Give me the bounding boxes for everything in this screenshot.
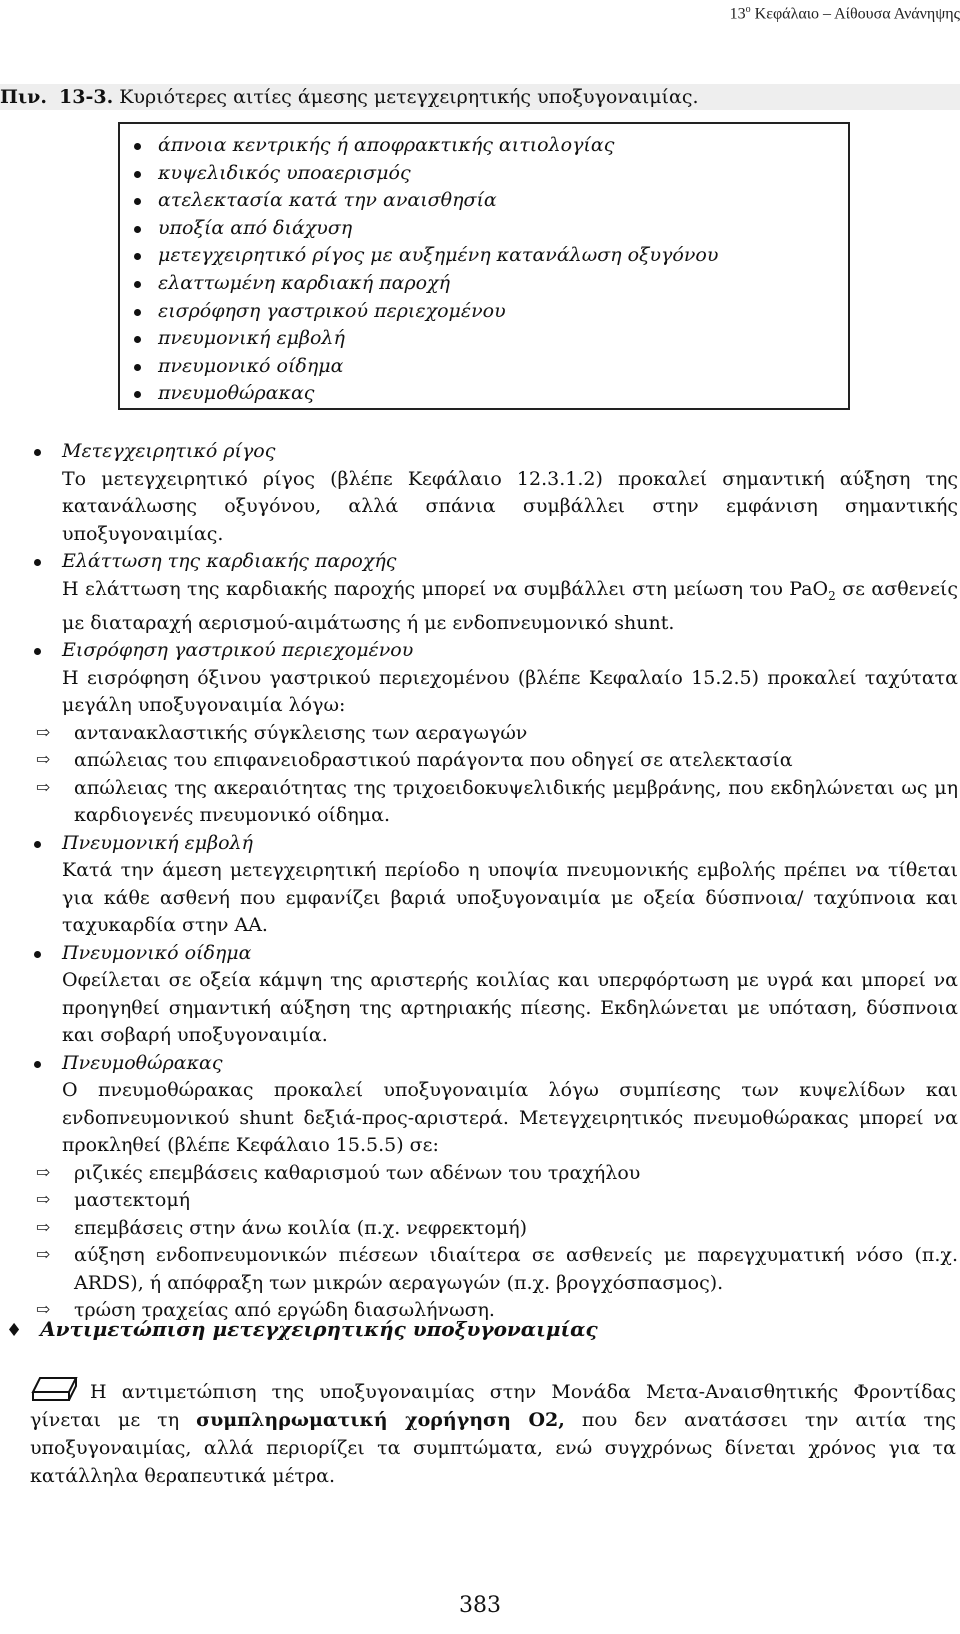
hollow-arrow-icon: ⇨ [36,722,51,743]
treatment-heading [6,1317,598,1341]
arrow-item [30,1160,958,1188]
pneumothorax-points [30,1160,958,1325]
section-rigos [30,438,958,548]
treatment-heading-text: Αντιμετώπιση μετεγχειρητικής υποξυγοναιμίας [40,1317,598,1341]
treatment-bold: συμπληρωματική χορήγηση Ο2, [196,1409,565,1431]
arrow-item [30,775,958,830]
bullet-icon [34,1061,41,1068]
arrow-item-text: επεμβάσεις στην άνω κοιλία (π.χ. νεφρεκτομή) [74,1216,527,1239]
hollow-arrow-icon: ⇨ [36,777,51,798]
table-number: 13-3. [59,86,114,108]
subscript: 2 [828,588,836,603]
section-aspiration [30,637,958,720]
section-text: Οφείλεται σε οξεία κάμψη της αριστερής κοιλίας και υπερφόρτωση με υγρά και μπορεί να προηγηθεί σημαντική αύξηση της αρτηριακής πίεσης. Εκδηλώνεται με υπόταση, δύσπνοια και σοβαρή υποξυγοναιμία. [62,969,958,1047]
diamond-icon: ♦ [6,1320,23,1341]
section-title: Πνευμονική εμβολή [62,831,253,854]
arrow-item-text: αύξηση ενδοπνευμονικών πιέσεων ιδιαίτερα σε ασθενείς με παρεγχυματική νόσο (π.χ. ARDS), ή απόφραξη των μικρών αεραγωγών (π.χ. βρογχόσπασμος). [74,1244,958,1294]
bullet-icon [34,648,41,655]
text-part: σε ασθενείς με διαταραχή αερισμού-αιμάτωσης ή με ενδοπνευμονικό shunt. [62,577,958,634]
section-title: Εισρόφηση γαστρικού περιεχομένου [62,639,414,662]
hollow-arrow-icon: ⇨ [36,1245,51,1266]
chapter-superscript: ο [745,4,751,15]
causes-box [118,122,850,410]
running-header [730,4,960,23]
chapter-title: Κεφάλαιο – Αίθουσα Ανάνηψης [750,5,960,23]
arrow-item-text: τρώση τραχείας από εργώδη διασωλήνωση. [74,1299,495,1322]
arrow-item-text: αντανακλαστικής σύγκλεισης των αεραγωγών [74,721,528,744]
chapter-number: 13 [729,5,746,23]
aspiration-points [30,720,958,830]
arrow-item [30,1215,958,1243]
hollow-arrow-icon: ⇨ [36,1190,51,1211]
section-text: Κατά την άμεση μετεγχειρητική περίοδο η υποψία πνευμονικής εμβολής πρέπει να τίθεται για κάθε ασθενή που εμφανίζει βαριά υποξυγοναιμία με οξεία δύσπνοια/ ταχύπνοια και ταχυκαρδία στην ΑΑ. [62,859,958,937]
arrow-item [30,1242,958,1297]
bullet-icon [34,449,41,456]
treatment-text: που δεν ανατάσσει την αιτία της υποξυγοναιμίας, αλλά περιορίζει τα συμπτώματα, ενώ συγχρόνως δίνεται χρόνος για τα κατάλληλα θεραπευτικά μέτρα. [30,1409,956,1487]
pencil-icon [30,1370,80,1402]
section-title: Μετεγχειρητικό ρίγος [62,440,276,462]
cause-item: ελαττωμένη καρδιακή παροχή [132,270,718,298]
page-number: 383 [459,1593,501,1618]
text-part: Η ελάττωση της καρδιακής παροχής μπορεί να συμβάλλει στη μείωση του PaO [62,577,829,600]
section-title: Πνευμοθώρακας [62,1051,223,1074]
bullet-icon [34,951,41,958]
table-label: Πιν. [0,86,47,108]
section-embolism [30,830,958,940]
hollow-arrow-icon: ⇨ [36,1217,51,1238]
arrow-item-text: ριζικές επεμβάσεις καθαρισμού των αδένων του τραχήλου [74,1161,641,1184]
section-edema [30,940,958,1050]
cause-item: υποξία από διάχυση [132,215,718,243]
section-text: Ο πνευμοθώρακας προκαλεί υποξυγοναιμία λόγω συμπίεσης των κυψελίδων και ενδοπνευμονικού shunt δεξιά-προς-αριστερά. Μετεγχειρητικός πνευμοθώρακας μπορεί να προκληθεί (βλέπε Κεφάλαιο 15.5.5) σε: [62,1079,958,1157]
cause-item: πνευμονική εμβολή [132,325,718,353]
hollow-arrow-icon: ⇨ [36,1300,51,1321]
section-title: Πνευμονικό οίδημα [62,941,252,964]
bullet-icon [34,559,41,566]
arrow-item-text: απώλειας του επιφανειοδραστικού παράγοντα που οδηγεί σε ατελεκτασία [74,749,793,772]
section-text [62,576,958,638]
section-title: Ελάττωση της καρδιακής παροχής [62,550,397,572]
table-caption [0,84,960,110]
cause-item: πνευμοθώρακας [132,380,718,408]
section-pneumothorax [30,1050,958,1160]
cause-item: μετεγχειρητικό ρίγος με αυξημένη κατανάλωση οξυγόνου [132,242,718,270]
arrow-item [30,747,958,775]
arrow-item [30,720,958,748]
hollow-arrow-icon: ⇨ [36,750,51,771]
table-caption-text: Κυριότερες αιτίες άμεσης μετεγχειρητικής υποξυγοναιμίας. [119,86,699,108]
cause-item: κυψελιδικός υποαερισμός [132,160,718,188]
cause-item: ατελεκτασία κατά την αναισθησία [132,187,718,215]
cause-item: εισρόφηση γαστρικού περιεχομένου [132,298,718,326]
cause-item: άπνοια κεντρικής ή αποφρακτικής αιτιολογίας [132,132,718,160]
main-content [30,438,958,1325]
section-text: Η εισρόφηση όξινου γαστρικού περιεχομένου (βλέπε Κεφαλαίο 15.2.5) προκαλεί ταχύτατα μεγάλη υποξυγοναιμία λόγω: [62,666,958,717]
treatment-text: Η αντιμετώπιση της υποξυγοναιμίας στην Μονάδα Μετα-Αναισθητικής Φροντίδας γίνεται με τη [30,1381,956,1431]
causes-list [132,132,718,408]
treatment-paragraph [30,1370,956,1490]
hollow-arrow-icon: ⇨ [36,1162,51,1183]
cause-item: πνευμονικό οίδημα [132,353,718,381]
arrow-item [30,1187,958,1215]
arrow-item-text: μαστεκτομή [74,1189,191,1212]
arrow-item-text: απώλειας της ακεραιότητας της τριχοειδοκυψελιδικής μεμβράνης, που εκδηλώνεται ως μη καρδιογενές πνευμονικό οίδημα. [74,776,958,827]
section-cardiac [30,548,958,637]
section-text: Το μετεγχειρητικό ρίγος (βλέπε Κεφάλαιο 12.3.1.2) προκαλεί σημαντική αύξηση της κατανάλωσης οξυγόνου, αλλά σπάνια συμβάλλει στην εμφάνιση σημαντικής υποξυγοναιμίας. [62,467,958,545]
bullet-icon [34,841,41,848]
